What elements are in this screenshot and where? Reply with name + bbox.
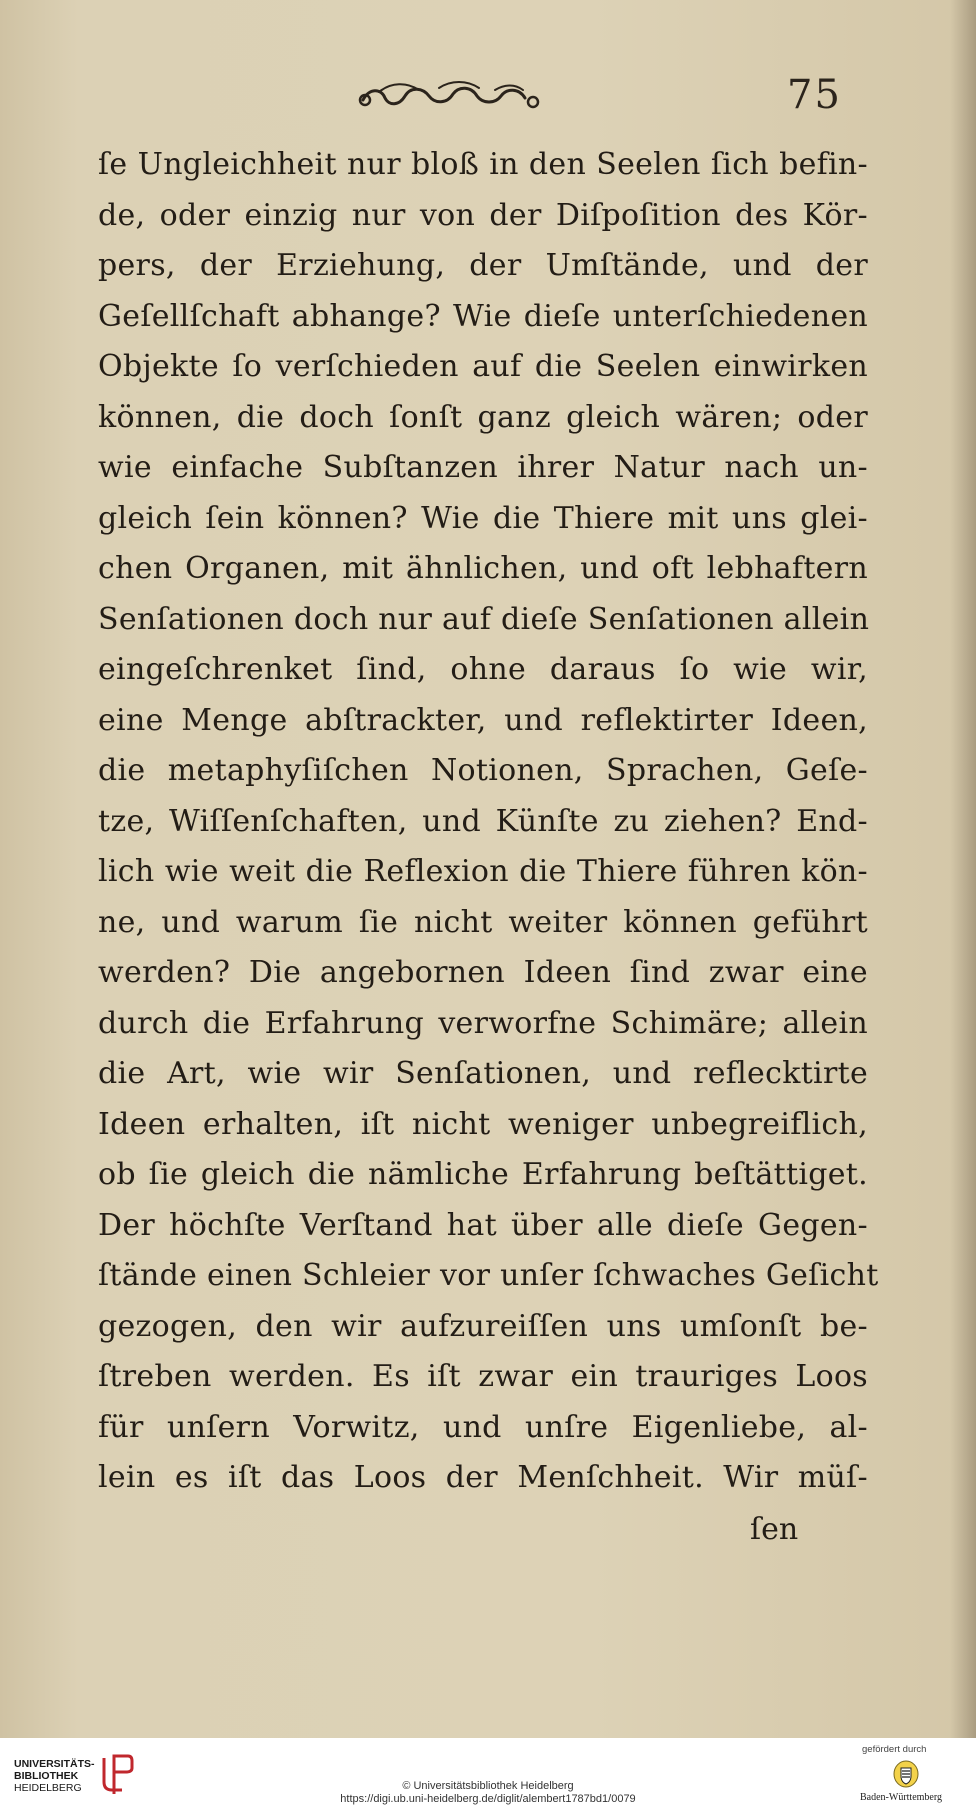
coat-of-arms-icon [893, 1760, 919, 1788]
text-line: chen Organen, mit ähnlichen, und oft lebhaftern [98, 551, 868, 586]
scroll-ornament-icon [355, 78, 545, 114]
text-line: tze, Wiſſenſchaften, und Künſte zu ziehen? End- [98, 803, 868, 839]
text-line: wie einfache Subſtanzen ihrer Natur nach un- [98, 450, 868, 485]
text-line: ob ſie gleich die nämliche Erfahrung beſtättiget. [98, 1157, 868, 1192]
text-line: ſe Ungleichheit nur bloß in den Seelen ſich befin- [98, 147, 868, 182]
permalink-url[interactable]: https://digi.ub.uni-heidelberg.de/diglit/alembert1787bd1/0079 [340, 1793, 636, 1805]
sponsor-name: Baden-Württemberg [860, 1792, 943, 1803]
text-line: Objekte ſo verſchieden auf die Seelen einwirken [98, 349, 868, 384]
text-line: Der höchſte Verſtand hat über alle dieſe Gegen- [98, 1207, 868, 1243]
copyright-notice [0, 1780, 976, 1806]
text-line: eine Menge abſtrackter, und reflektirter Ideen, [98, 702, 868, 738]
text-line: lich wie weit die Reflexion die Thiere führen kön- [98, 854, 868, 889]
text-line: lein es iſt das Loos der Menſchheit. Wir müſ- [98, 1460, 868, 1495]
body-text [98, 140, 879, 1504]
text-line: ne, und warum ſie nicht weiter können geführt [98, 904, 868, 940]
text-line: die Art, wie wir Senſationen, und reflecktirte [98, 1056, 868, 1091]
text-line: durch die Erfahrung verworfne Schimäre; allein [98, 1005, 868, 1041]
text-line: Ideen erhalten, iſt nicht weniger unbegreiflich, [98, 1106, 868, 1142]
text-line: die metaphyſiſchen Notionen, Sprachen, Geſe- [98, 753, 868, 788]
footer-bar [0, 1738, 976, 1808]
library-name-line1: UNIVERSITÄTS- [14, 1758, 95, 1770]
text-line: für unſern Vorwitz, und unſre Eigenliebe, al- [98, 1409, 868, 1445]
text-line: Senſationen doch nur auf dieſe Senſationen allein [98, 601, 870, 637]
page-number: 75 [787, 72, 842, 118]
copyright-text: © Universitätsbibliothek Heidelberg [402, 1780, 574, 1792]
text-line: ſtände einen Schleier vor unſer ſchwaches Geſicht [98, 1258, 879, 1293]
catchword: ſen [750, 1512, 799, 1547]
sponsor-label: gefördert durch [862, 1744, 927, 1755]
text-line: gezogen, den wir aufzureiſſen uns umſonſt be- [98, 1308, 868, 1344]
text-line: pers, der Erziehung, der Umſtände, und der [98, 248, 868, 283]
text-line: ſtreben werden. Es iſt zwar ein trauriges Loos [98, 1359, 868, 1394]
text-line: gleich ſein können? Wie die Thiere mit uns glei- [98, 500, 868, 536]
text-line: de, oder einzig nur von der Diſpoſition des Kör- [98, 197, 868, 233]
library-name-line2: BIBLIOTHEK [14, 1770, 79, 1782]
text-line: können, die doch ſonſt ganz gleich wären; oder [98, 399, 868, 435]
library-name-line3: HEIDELBERG [14, 1782, 82, 1794]
text-line: Geſellſchaft abhange? Wie dieſe unterſchiedenen [98, 298, 868, 334]
text-line: eingeſchrenket ſind, ohne daraus ſo wie wir, [98, 652, 868, 687]
page-gutter-shadow [950, 0, 976, 1738]
text-line: werden? Die angebornen Ideen ſind zwar eine [98, 955, 868, 990]
